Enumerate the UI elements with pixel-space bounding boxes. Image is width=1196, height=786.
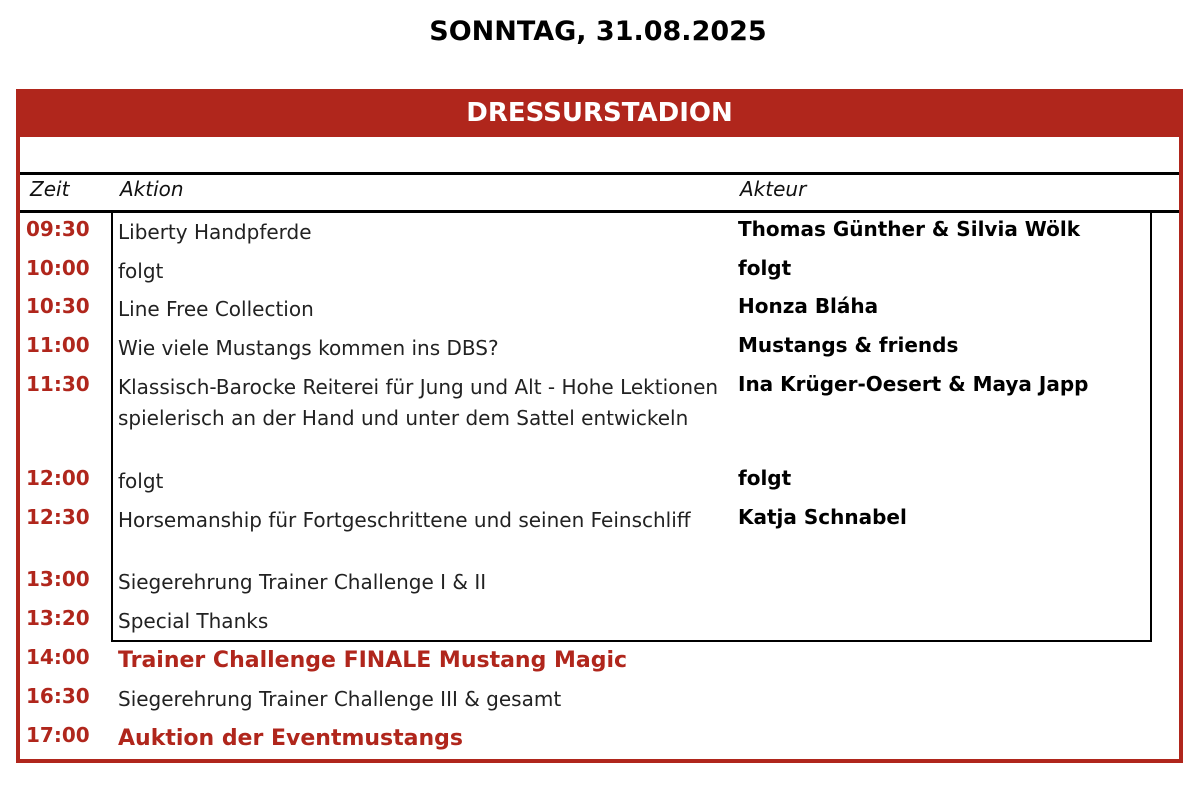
row-time: 10:30 bbox=[26, 294, 90, 318]
row-time: 13:20 bbox=[26, 606, 90, 630]
row-actor: Katja Schnabel bbox=[738, 505, 907, 529]
row-actor: Ina Krüger-Oesert & Maya Japp bbox=[738, 372, 1089, 396]
page-title: SONNTAG, 31.08.2025 bbox=[429, 16, 767, 47]
row-action: Horsemanship für Fortgeschrittene und seinen Feinschliff bbox=[118, 508, 691, 532]
column-header-time: Zeit bbox=[30, 177, 70, 201]
row-action: folgt bbox=[118, 259, 164, 283]
row-action: Siegerehrung Trainer Challenge I & II bbox=[118, 570, 487, 594]
row-action: folgt bbox=[118, 469, 164, 493]
row-action: Line Free Collection bbox=[118, 297, 314, 321]
schedule-frame bbox=[16, 89, 1183, 763]
row-action: Auktion der Eventmustangs bbox=[118, 726, 464, 751]
row-actor: folgt bbox=[738, 256, 792, 280]
row-actor: Thomas Günther & Silvia Wölk bbox=[738, 217, 1081, 241]
row-action: Trainer Challenge FINALE Mustang Magic bbox=[118, 648, 628, 673]
row-actor: Mustangs & friends bbox=[738, 333, 959, 357]
venue-header: DRESSURSTADION bbox=[20, 89, 1179, 137]
row-time: 14:00 bbox=[26, 645, 90, 669]
column-header-actor: Akteur bbox=[740, 177, 807, 201]
row-action: Siegerehrung Trainer Challenge III & gesamt bbox=[118, 687, 562, 711]
row-time: 10:00 bbox=[26, 256, 90, 280]
row-action: Wie viele Mustangs kommen ins DBS? bbox=[118, 336, 499, 360]
header-divider-top bbox=[20, 172, 1179, 175]
row-time: 13:00 bbox=[26, 567, 90, 591]
row-time: 12:30 bbox=[26, 505, 90, 529]
row-time: 12:00 bbox=[26, 466, 90, 490]
row-action: Special Thanks bbox=[118, 609, 269, 633]
column-header-action: Aktion bbox=[120, 177, 184, 201]
row-time: 17:00 bbox=[26, 723, 90, 747]
row-time: 09:30 bbox=[26, 217, 90, 241]
row-time: 11:00 bbox=[26, 333, 90, 357]
row-action: Klassisch-Barocke Reiterei für Jung und Alt - Hohe Lektionen spielerisch an der Hand und unter dem Sattel entwickeln bbox=[118, 375, 719, 430]
row-time: 16:30 bbox=[26, 684, 90, 708]
row-time: 11:30 bbox=[26, 372, 90, 396]
row-actor: folgt bbox=[738, 466, 792, 490]
row-actor: Honza Bláha bbox=[738, 294, 879, 318]
row-action: Liberty Handpferde bbox=[118, 220, 312, 244]
